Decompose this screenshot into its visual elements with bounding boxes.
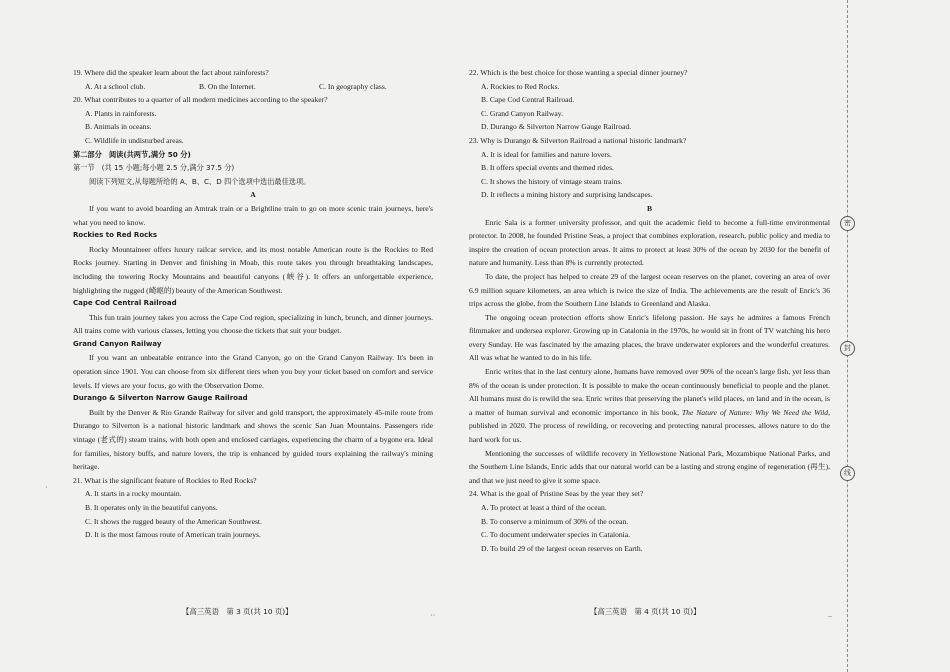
q22-option-c: C. Grand Canyon Railway. bbox=[481, 108, 563, 118]
passage-a-intro: If you want to avoid boarding an Amtrak train or a Brightline train to go on more scenic train journeys, here's what you need to know. bbox=[73, 203, 433, 227]
q20-option-c: C. Wildlife in undisturbed areas. bbox=[85, 135, 184, 145]
q21-option-b: B. It operates only in the beautiful canyons. bbox=[85, 503, 218, 512]
q23-option-c: C. It shows the history of vintage steam trains. bbox=[481, 176, 623, 186]
q20-option-b: B. Animals in oceans. bbox=[85, 122, 152, 132]
q24-option-c: C. To document underwater species in Catalonia. bbox=[481, 530, 631, 540]
text-rockies: Rocky Mountaineer offers luxury railcar service, and its most notable American route is the Rockies to Red Rocks journey. Starting in Denver and finishing in Moab, this route takes you through breathtaking landscapes, including the towering Rocky Mountains and beautiful canyons (峡谷). It offers an unforgettable experience, highlighting the rugged (崎岖的) beauty of the American Southwest. bbox=[73, 244, 433, 295]
q21-option-c: C. It shows the rugged beauty of the American Southwest. bbox=[85, 516, 262, 526]
passage-b-para-2: To date, the project has helped to create 29 of the largest ocean reserves on the planet, covering an area of over 6.9 million square kilometers, an area which is twice the size of India. The achievements are the result of Enric's 36 trips across the globe, from the Southern Line Islands to Greenland and Alaska. bbox=[469, 271, 830, 309]
q24-question: 24. What is the goal of Pristine Seas by the year they set? bbox=[469, 489, 644, 499]
scan-speck: – bbox=[828, 611, 832, 620]
left-column bbox=[73, 66, 433, 542]
book-title: The Nature of Nature: Why We Need the Wild bbox=[681, 407, 829, 417]
seal-mark-xian: 线 bbox=[840, 466, 855, 481]
q22-option-d: D. Durango & Silverton Narrow Gauge Railroad. bbox=[481, 122, 632, 132]
text-cape-cod: This fun train journey takes you across the Cape Cod region, specializing in lunch, brunch, and dinner journeys. All trains come with various classes, letting you choose the tickets that suit your budget. bbox=[73, 312, 433, 336]
q23-question: 23. Why is Durango & Silverton Railroad a national historic landmark? bbox=[469, 135, 687, 145]
heading-grand-canyon: Grand Canyon Railway bbox=[73, 339, 162, 348]
passage-b-label: B bbox=[646, 203, 653, 213]
part2-title: 第二部分 阅读(共两节,满分 50 分) bbox=[73, 149, 191, 159]
q19-option-c: C. In geography class. bbox=[319, 81, 387, 91]
page-footer-left: 【高三英语 第 3 页(共 10 页)】 bbox=[182, 607, 293, 616]
q21-option-a: A. It starts in a rocky mountain. bbox=[85, 489, 182, 499]
page-footer-right: 【高三英语 第 4 页(共 10 页)】 bbox=[590, 607, 701, 616]
q22-option-a: A. Rockies to Red Rocks. bbox=[481, 81, 560, 91]
scan-speck: ·· bbox=[430, 611, 436, 620]
passage-a-label: A bbox=[250, 190, 256, 200]
heading-cape-cod: Cape Cod Central Railroad bbox=[73, 299, 177, 308]
passage-b-para-1: Enric Sala is a former university professor, and quit the academic field to become a full-time environmental protector. In 2008, he founded Pristine Seas, a project that combines exploration, research, public policy and media to inspire the creation of ocean protection areas. It aims to protect at least 30% of the ocean by 2030 for the benefit of nature and humanity. Less than 8% is currently protected. bbox=[469, 217, 830, 268]
q19-options bbox=[73, 80, 433, 94]
heading-rockies: Rockies to Red Rocks bbox=[73, 231, 158, 240]
q22-option-b: B. Cape Cod Central Railroad. bbox=[481, 95, 575, 105]
q20-option-a: A. Plants in rainforests. bbox=[85, 108, 157, 118]
q19-question: 19. Where did the speaker learn about the fact about rainforests? bbox=[73, 68, 269, 77]
q20-question: 20. What contributes to a quarter of all modern medicines according to the speaker? bbox=[73, 95, 328, 105]
binding-fold-line bbox=[847, 0, 848, 672]
reading-instruction: 阅读下列短文,从每题所给的 A、B、C、D 四个选项中选出最佳选项。 bbox=[89, 176, 311, 186]
q23-option-d: D. It reflects a mining history and surprising landscapes. bbox=[481, 190, 653, 200]
q21-question: 21. What is the significant feature of Rockies to Red Rocks? bbox=[73, 475, 257, 485]
seal-mark-feng: 封 bbox=[840, 341, 855, 356]
passage-b-para-5: Mentioning the successes of wildlife recovery in Yellowstone National Park, Mozambique National Parks, and the Southern Line Islands, Enric adds that our natural world can be a lasting and strong engine of regeneration (再生), and that we just need to give it some space. bbox=[469, 448, 830, 485]
scan-speck: · bbox=[45, 483, 48, 492]
q23-option-a: A. It is ideal for families and nature lovers. bbox=[481, 149, 612, 159]
para-4-lead: Enric writes that in the last century alone, humans have removed over 90% of the ocean's large fish, yet less than 8% of the ocean is under protection. It is possible to make the ocean continuously beneficial to people and the planet. All humans must do is rewild the sea. Enric writes that preserving the planet's wild places, on land and in the ocean, is a matter of human survival and economic importance in his book, bbox=[469, 367, 830, 417]
passage-b-para-3: The ongoing ocean protection efforts show Enric's lifelong passion. He says he admires a famous French filmmaker and undersea explorer. Growing up in Catalonia in the 1970s, he would sit in front of TV watching his hero every Sunday. He was fascinated by the amazing places, the brave underwater explorers and the wonderful creatures. All was what he wanted to do in his life. bbox=[469, 312, 830, 363]
heading-durango: Durango & Silverton Narrow Gauge Railroad bbox=[73, 394, 248, 403]
text-grand-canyon: If you want an unbeatable entrance into the Grand Canyon, go on the Grand Canyon Railway. It's been in operation since 1901. You can choose from six different tiers when you buy your ticket based on comfort and service levels. If views are your focus, go with the Observation Dome. bbox=[73, 353, 433, 390]
passage-b-para-4 bbox=[469, 365, 830, 447]
text-durango: Built by the Denver & Rio Grande Railway for silver and gold transport, the approximately 45-mile route from Durango to Silverton is a national historic landmark and shows the scenic San Juan Mountains. Passengers ride vintage (老式的) steam trains, with both open and enclosed carriages, experiencing the charm of a bygone era. Ideal for families, history buffs, and nature lovers, the trip is enhanced by guided tours explaining the railway's mining heritage. bbox=[73, 407, 433, 472]
section1-title: 第一节 (共 15 小题;每小题 2.5 分,满分 37.5 分) bbox=[73, 163, 235, 173]
q24-option-d: D. To build 29 of the largest ocean reserves on Earth. bbox=[481, 543, 643, 553]
q23-option-b: B. It offers special events and themed rides. bbox=[481, 163, 614, 173]
q21-option-d: D. It is the most famous route of American train journeys. bbox=[85, 530, 261, 540]
right-column bbox=[469, 66, 830, 555]
q24-option-b: B. To conserve a minimum of 30% of the ocean. bbox=[481, 516, 629, 526]
q19-option-a: A. At a school club. bbox=[85, 81, 146, 91]
seal-mark-mi: 密 bbox=[840, 216, 855, 231]
q19-option-b: B. On the Internet. bbox=[199, 81, 256, 91]
para-4-tail: , published in 2020. The process of rewilding, or recovering and protecting natural processes, allows nature to do the hard work for us. bbox=[469, 407, 830, 445]
q22-question: 22. Which is the best choice for those wanting a special dinner journey? bbox=[469, 68, 688, 77]
q24-option-a: A. To protect at least a third of the ocean. bbox=[481, 503, 607, 512]
